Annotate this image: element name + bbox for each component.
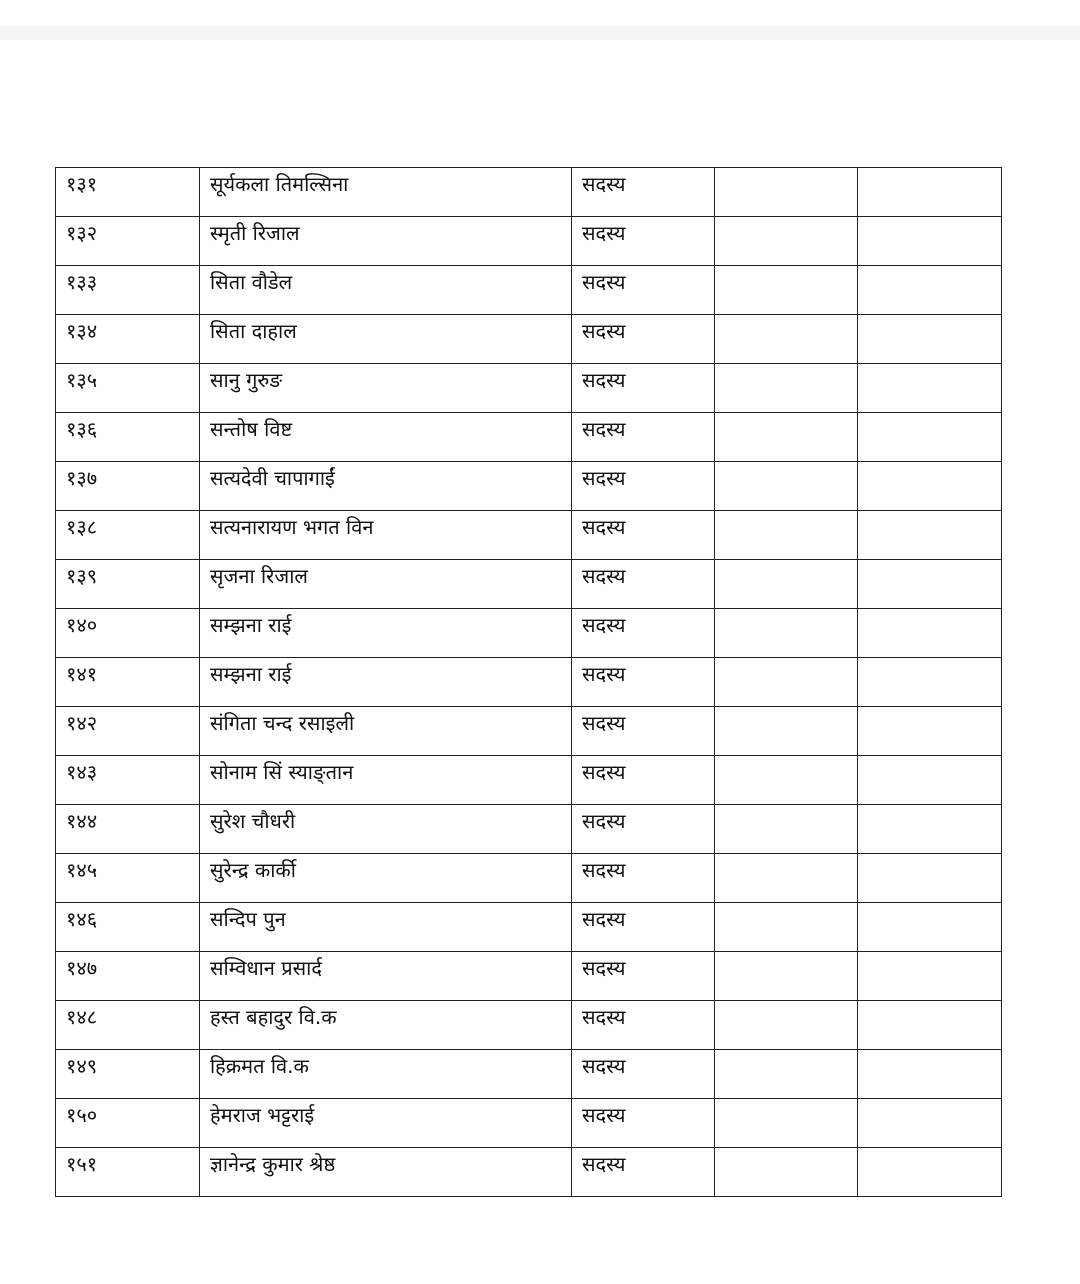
blank-cell bbox=[715, 609, 858, 658]
role-cell: सदस्य bbox=[572, 217, 715, 266]
table-row bbox=[56, 756, 1002, 805]
blank-cell bbox=[858, 1050, 1002, 1099]
blank-cell bbox=[715, 1050, 858, 1099]
blank-cell bbox=[715, 1148, 858, 1197]
role-cell: सदस्य bbox=[572, 511, 715, 560]
blank-cell bbox=[715, 266, 858, 315]
member-name-cell: सुरेश चौधरी bbox=[200, 805, 572, 854]
member-name-cell: ज्ञानेन्द्र कुमार श्रेष्ठ bbox=[200, 1148, 572, 1197]
table-row bbox=[56, 1099, 1002, 1148]
serial-number-cell: १३८ bbox=[56, 511, 200, 560]
member-name-cell: सिता वौडेल bbox=[200, 266, 572, 315]
blank-cell bbox=[858, 413, 1002, 462]
member-name-cell: सम्झना राई bbox=[200, 609, 572, 658]
table-row bbox=[56, 266, 1002, 315]
blank-cell bbox=[715, 805, 858, 854]
member-name-cell: सन्दिप पुन bbox=[200, 903, 572, 952]
blank-cell bbox=[715, 413, 858, 462]
top-bar bbox=[0, 26, 1080, 40]
table-row bbox=[56, 854, 1002, 903]
serial-number-cell: १३९ bbox=[56, 560, 200, 609]
blank-cell bbox=[858, 1099, 1002, 1148]
member-name-cell: स्मृती रिजाल bbox=[200, 217, 572, 266]
serial-number-cell: १४५ bbox=[56, 854, 200, 903]
serial-number-cell: १३५ bbox=[56, 364, 200, 413]
blank-cell bbox=[715, 952, 858, 1001]
role-cell: सदस्य bbox=[572, 756, 715, 805]
table-row bbox=[56, 609, 1002, 658]
blank-cell bbox=[715, 364, 858, 413]
blank-cell bbox=[715, 217, 858, 266]
serial-number-cell: १४९ bbox=[56, 1050, 200, 1099]
blank-cell bbox=[858, 707, 1002, 756]
blank-cell bbox=[715, 707, 858, 756]
blank-cell bbox=[715, 315, 858, 364]
table-row bbox=[56, 1001, 1002, 1050]
role-cell: सदस्य bbox=[572, 658, 715, 707]
blank-cell bbox=[858, 315, 1002, 364]
member-name-cell: हेमराज भट्टराई bbox=[200, 1099, 572, 1148]
member-table-body bbox=[56, 168, 1002, 1197]
blank-cell bbox=[858, 756, 1002, 805]
blank-cell bbox=[715, 462, 858, 511]
member-table bbox=[55, 167, 1002, 1197]
role-cell: सदस्य bbox=[572, 854, 715, 903]
table-row bbox=[56, 168, 1002, 217]
blank-cell bbox=[858, 266, 1002, 315]
blank-cell bbox=[858, 560, 1002, 609]
member-name-cell: सोनाम सिं स्याङ्तान bbox=[200, 756, 572, 805]
blank-cell bbox=[858, 805, 1002, 854]
serial-number-cell: १४२ bbox=[56, 707, 200, 756]
table-row bbox=[56, 413, 1002, 462]
serial-number-cell: १५० bbox=[56, 1099, 200, 1148]
role-cell: सदस्य bbox=[572, 1001, 715, 1050]
serial-number-cell: १४६ bbox=[56, 903, 200, 952]
serial-number-cell: १३७ bbox=[56, 462, 200, 511]
table-row bbox=[56, 952, 1002, 1001]
serial-number-cell: १४७ bbox=[56, 952, 200, 1001]
table-row bbox=[56, 1050, 1002, 1099]
member-name-cell: सम्विधान प्रसार्द bbox=[200, 952, 572, 1001]
blank-cell bbox=[858, 903, 1002, 952]
serial-number-cell: १४८ bbox=[56, 1001, 200, 1050]
role-cell: सदस्य bbox=[572, 364, 715, 413]
blank-cell bbox=[715, 511, 858, 560]
blank-cell bbox=[715, 756, 858, 805]
table-row bbox=[56, 462, 1002, 511]
member-name-cell: हस्त बहादुर वि.क bbox=[200, 1001, 572, 1050]
table-row bbox=[56, 560, 1002, 609]
role-cell: सदस्य bbox=[572, 707, 715, 756]
table-row bbox=[56, 217, 1002, 266]
serial-number-cell: १३२ bbox=[56, 217, 200, 266]
serial-number-cell: १४० bbox=[56, 609, 200, 658]
blank-cell bbox=[715, 903, 858, 952]
table-row bbox=[56, 658, 1002, 707]
member-name-cell: सृजना रिजाल bbox=[200, 560, 572, 609]
role-cell: सदस्य bbox=[572, 413, 715, 462]
blank-cell bbox=[715, 1001, 858, 1050]
member-name-cell: हिक्रमत वि.क bbox=[200, 1050, 572, 1099]
member-name-cell: सुरेन्द्र कार्की bbox=[200, 854, 572, 903]
serial-number-cell: १३३ bbox=[56, 266, 200, 315]
role-cell: सदस्य bbox=[572, 952, 715, 1001]
serial-number-cell: १४३ bbox=[56, 756, 200, 805]
blank-cell bbox=[715, 168, 858, 217]
blank-cell bbox=[715, 1099, 858, 1148]
blank-cell bbox=[858, 854, 1002, 903]
role-cell: सदस्य bbox=[572, 1099, 715, 1148]
role-cell: सदस्य bbox=[572, 168, 715, 217]
serial-number-cell: १४४ bbox=[56, 805, 200, 854]
role-cell: सदस्य bbox=[572, 1148, 715, 1197]
table-row bbox=[56, 707, 1002, 756]
table-row bbox=[56, 805, 1002, 854]
role-cell: सदस्य bbox=[572, 462, 715, 511]
role-cell: सदस्य bbox=[572, 560, 715, 609]
role-cell: सदस्य bbox=[572, 1050, 715, 1099]
table-row bbox=[56, 903, 1002, 952]
blank-cell bbox=[858, 462, 1002, 511]
member-name-cell: सम्झना राई bbox=[200, 658, 572, 707]
table-row bbox=[56, 364, 1002, 413]
serial-number-cell: १३४ bbox=[56, 315, 200, 364]
member-name-cell: सानु गुरुङ bbox=[200, 364, 572, 413]
table-row bbox=[56, 315, 1002, 364]
blank-cell bbox=[858, 1001, 1002, 1050]
blank-cell bbox=[858, 511, 1002, 560]
blank-cell bbox=[858, 658, 1002, 707]
serial-number-cell: १३६ bbox=[56, 413, 200, 462]
serial-number-cell: १५१ bbox=[56, 1148, 200, 1197]
role-cell: सदस्य bbox=[572, 903, 715, 952]
blank-cell bbox=[715, 560, 858, 609]
member-name-cell: सत्यदेवी चापागाईं bbox=[200, 462, 572, 511]
blank-cell bbox=[715, 658, 858, 707]
role-cell: सदस्य bbox=[572, 805, 715, 854]
blank-cell bbox=[858, 952, 1002, 1001]
role-cell: सदस्य bbox=[572, 609, 715, 658]
member-name-cell: सिता दाहाल bbox=[200, 315, 572, 364]
blank-cell bbox=[858, 217, 1002, 266]
table-row bbox=[56, 511, 1002, 560]
role-cell: सदस्य bbox=[572, 266, 715, 315]
blank-cell bbox=[858, 364, 1002, 413]
member-name-cell: सत्यनारायण भगत विन bbox=[200, 511, 572, 560]
member-name-cell: सन्तोष विष्ट bbox=[200, 413, 572, 462]
serial-number-cell: १४१ bbox=[56, 658, 200, 707]
role-cell: सदस्य bbox=[572, 315, 715, 364]
blank-cell bbox=[858, 1148, 1002, 1197]
table-row bbox=[56, 1148, 1002, 1197]
blank-cell bbox=[858, 609, 1002, 658]
serial-number-cell: १३१ bbox=[56, 168, 200, 217]
blank-cell bbox=[858, 168, 1002, 217]
member-name-cell: सूर्यकला तिमल्सिना bbox=[200, 168, 572, 217]
blank-cell bbox=[715, 854, 858, 903]
member-name-cell: संगिता चन्द रसाइली bbox=[200, 707, 572, 756]
